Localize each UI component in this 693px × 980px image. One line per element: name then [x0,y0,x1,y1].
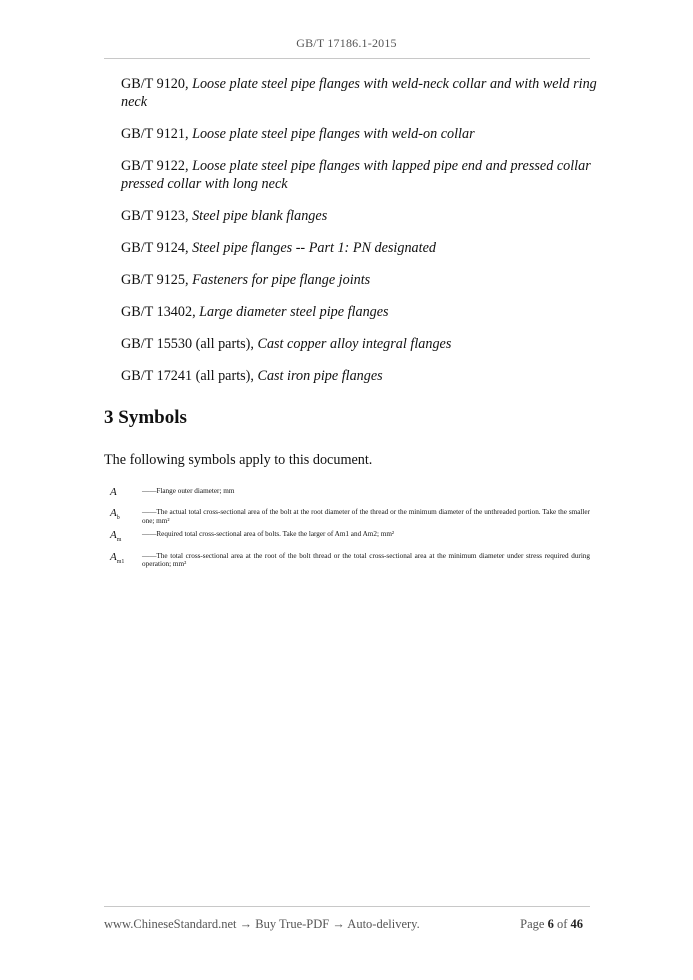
header-divider [104,58,590,59]
reference-title: Loose plate steel pipe flanges with weld-neck collar and with weld ring neck [121,76,597,110]
section-intro: The following symbols apply to this document. [104,452,373,468]
symbol-letter: A [110,486,117,498]
symbol-entry [104,507,590,525]
definition-dash: —— [142,530,157,539]
definition-text: Required total cross-sectional area of bolts. Take the larger of Am1 and Am2; mm² [156,530,395,539]
reference-code: GB/T 15530 (all parts), [121,336,258,352]
page-header: GB/T 17186.1-2015 [296,36,397,50]
symbols-list [104,486,590,573]
reference-title: Large diameter steel pipe flanges [199,304,389,320]
total-pages: 46 [570,917,583,931]
of-label: of [556,917,568,931]
symbol [104,551,142,569]
reference-item [121,75,601,111]
symbol-letter: A [110,529,117,542]
reference-code: GB/T 9122, [121,158,193,174]
reference-code: GB/T 17241 (all parts), [121,368,258,384]
reference-item [121,367,601,385]
definition-dash: —— [142,487,157,495]
definition-dash: —— [142,551,157,560]
symbol-letter: A [110,507,117,520]
symbol-letter: A [110,550,117,563]
symbol-definition [142,507,590,525]
symbol-entry [104,551,590,569]
symbol [104,486,142,503]
symbol [104,529,142,546]
reference-item [121,335,601,353]
page-label: Page [520,917,545,931]
symbol-entry [104,486,590,503]
symbol-definition [142,486,590,503]
symbol [104,507,142,525]
symbol-subscript: b [116,515,120,522]
reference-title: Fasteners for pipe flange joints [192,272,371,288]
reference-item [121,271,601,289]
symbol-subscript: m [116,537,122,544]
normative-references-list [121,75,601,399]
definition-text: The actual total cross-sectional area of the bolt at the root diameter of the thread or the minimum diameter of the unthreaded portion. Take the smaller one; mm² [142,508,590,525]
reference-item [121,207,601,225]
reference-code: GB/T 9124, [121,240,193,256]
footer-source-link[interactable]: www.ChineseStandard.net → Buy True-PDF → Auto-delivery. [104,917,420,931]
reference-item [121,157,601,193]
reference-code: GB/T 13402, [121,304,200,320]
reference-item [121,125,601,143]
reference-code: GB/T 9123, [121,208,193,224]
reference-code: GB/T 9121, [121,126,193,142]
symbol-subscript: m1 [116,558,125,565]
reference-code: GB/T 9125, [121,272,193,288]
page-number [520,917,583,932]
reference-title: Cast copper alloy integral flanges [257,336,452,352]
reference-title: Steel pipe flanges -- Part 1: PN designated [192,240,436,256]
reference-item [121,303,601,321]
definition-dash: —— [142,508,157,517]
section-heading: 3 Symbols [104,407,187,428]
symbol-definition [142,551,590,569]
current-page: 6 [547,917,554,931]
footer-divider [104,906,590,907]
reference-title: Steel pipe blank flanges [192,208,328,224]
reference-code: GB/T 9120, [121,76,193,92]
symbol-definition [142,529,590,546]
definition-text: Flange outer diameter; mm [156,487,235,495]
reference-title: Loose plate steel pipe flanges with weld-on collar [192,126,475,142]
symbol-entry [104,529,590,546]
definition-text: The total cross-sectional area at the root of the bolt thread or the total cross-sectional area at the minimum diameter under stress required during operation; mm² [142,551,590,569]
reference-title: Loose plate steel pipe flanges with lapped pipe end and pressed collar pressed collar with long neck [121,158,591,192]
reference-title: Cast iron pipe flanges [257,368,383,384]
reference-item [121,239,601,257]
